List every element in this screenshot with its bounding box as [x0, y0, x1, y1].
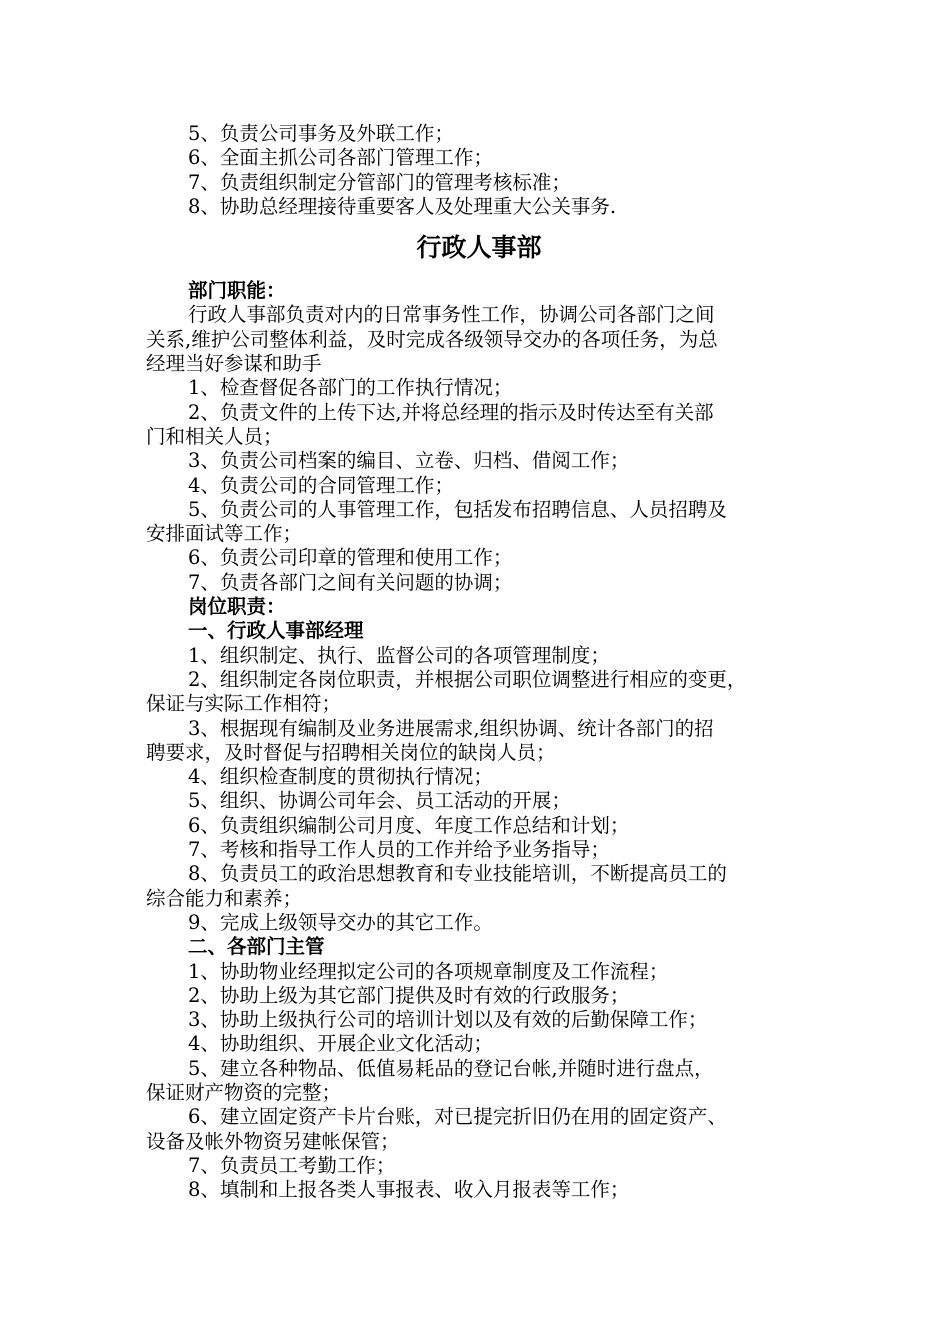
list-item: 3、根据现有编制及业务进展需求,组织协调、统计各部门的招: [188, 716, 714, 740]
list-item: 6、负责组织编制公司月度、年度工作总结和计划；: [188, 813, 630, 837]
manager-subheading: 一、行政人事部经理: [188, 619, 364, 643]
dept-function-heading: 部门职能：: [188, 279, 286, 303]
list-item: 7、负责各部门之间有关问题的协调；: [188, 570, 513, 594]
list-item: 5、建立各种物品、低值易耗品的登记台帐,并随时进行盘点，: [188, 1056, 714, 1080]
list-item: 7、负责员工考勤工作；: [188, 1153, 396, 1177]
list-item-continuation: 综合能力和素养；: [146, 886, 303, 910]
list-item: 8、负责员工的政治思想教育和专业技能培训，不断提高员工的: [188, 862, 727, 886]
list-item: 6、建立固定资产卡片台账，对已提完折旧仍在用的固定资产、: [188, 1105, 727, 1129]
list-item: 6、全面主抓公司各部门管理工作；: [188, 146, 493, 170]
list-item: 8、协助总经理接待重要客人及处理重大公关事务.: [188, 194, 617, 218]
dept-function: [146, 279, 812, 595]
paragraph-line: 经理当好参谋和助手: [146, 352, 322, 376]
list-item: 2、协助上级为其它部门提供及时有效的行政服务；: [188, 983, 630, 1007]
list-item-continuation: 安排面试等工作；: [146, 522, 303, 546]
list-item: 4、组织检查制度的贯彻执行情况；: [188, 765, 493, 789]
list-item-continuation: 聘要求，及时督促与招聘相关岗位的缺岗人员；: [146, 740, 556, 764]
list-item: 4、负责公司的合同管理工作；: [188, 473, 454, 497]
list-item: 5、负责公司事务及外联工作；: [188, 122, 454, 145]
list-item: 6、负责公司印章的管理和使用工作；: [188, 546, 513, 570]
list-item: 3、负责公司档案的编目、立卷、归档、借阅工作；: [188, 449, 630, 473]
paragraph-line: 关系,维护公司整体利益，及时完成各级领导交办的各项任务，为总: [146, 327, 718, 351]
post-duties-heading: 岗位职责：: [188, 595, 286, 619]
top-list: [146, 122, 812, 219]
paragraph-line: 行政人事部负责对内的日常事务性工作，协调公司各部门之间: [188, 303, 715, 327]
list-item: 5、组织、协调公司年会、员工活动的开展；: [188, 789, 571, 813]
list-item: 7、考核和指导工作人员的工作并给予业务指导；: [188, 838, 610, 862]
document-body: [146, 122, 812, 1202]
list-item: 1、组织制定、执行、监督公司的各项管理制度；: [188, 643, 610, 667]
list-item: 9、完成上级领导交办的其它工作。: [188, 910, 493, 934]
list-item: 2、组织制定各岗位职责，并根据公司职位调整进行相应的变更，: [188, 667, 747, 691]
list-item: 3、协助上级执行公司的培训计划以及有效的后勤保障工作；: [188, 1008, 708, 1032]
list-item: 5、负责公司的人事管理工作，包括发布招聘信息、人员招聘及: [188, 497, 727, 521]
list-item-continuation: 保证与实际工作相符；: [146, 692, 342, 716]
list-item-continuation: 保证财产物资的完整；: [146, 1080, 342, 1104]
list-item: 1、协助物业经理拟定公司的各项规章制度及工作流程；: [188, 959, 669, 983]
list-item: 4、协助组织、开展企业文化活动；: [188, 1032, 493, 1056]
list-item: 2、负责文件的上传下达,并将总经理的指示及时传达至有关部: [188, 400, 714, 424]
list-item-continuation: 设备及帐外物资另建帐保管；: [146, 1129, 400, 1153]
section-title: 行政人事部: [416, 233, 542, 263]
list-item: 1、检查督促各部门的工作执行情况；: [188, 376, 513, 400]
list-item: 7、负责组织制定分管部门的管理考核标准；: [188, 170, 571, 194]
supervisor-subheading: 二、各部门主管: [188, 935, 325, 959]
list-item-continuation: 门和相关人员；: [146, 424, 283, 448]
post-duties: [146, 595, 812, 1202]
list-item: 8、填制和上报各类人事报表、收入月报表等工作；: [188, 1178, 630, 1202]
